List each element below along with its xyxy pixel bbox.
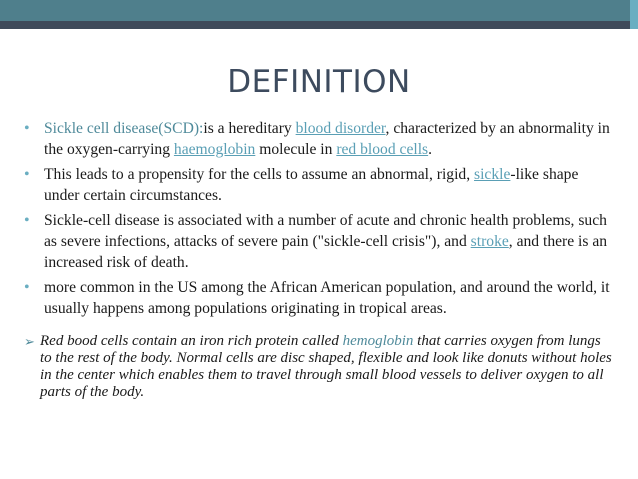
bullet-item-4: [24, 277, 614, 319]
bullet-dot-icon: •: [24, 120, 30, 137]
note-item: [24, 333, 614, 401]
link-stroke[interactable]: stroke: [470, 233, 509, 250]
slide-title: DEFINITION: [227, 64, 411, 100]
bullet-text: [44, 210, 614, 273]
text-run: .: [428, 141, 433, 158]
text-run: This leads to a propensity for the cells to assume an abnormal, rigid,: [44, 166, 475, 183]
text-run: molecule in: [255, 141, 337, 158]
arrow-bullet-icon: ➢: [24, 334, 35, 349]
text-run: is a hereditary: [203, 120, 296, 137]
bullet-dot-icon: •: [24, 212, 30, 229]
bullet-item-1: [24, 118, 614, 160]
text-run: Sickle-cell disease is associated with a number of acute and chronic health problems, such as severe infections, attacks of severe pain ("sickle-cell crisis"), and: [44, 212, 607, 250]
term-prefix: Sickle cell disease(SCD):: [44, 120, 204, 137]
bullet-dot-icon: •: [24, 279, 30, 296]
header-accent: [630, 0, 638, 29]
bullet-item-2: [24, 164, 614, 206]
bullet-dot-icon: •: [24, 166, 30, 183]
link-blood-disorder[interactable]: blood disorder: [295, 120, 386, 137]
bullet-text: [44, 164, 614, 206]
text-run: Red bood cells contain an iron rich protein called: [40, 333, 343, 349]
note-text: [40, 333, 614, 401]
bullet-item-3: [24, 210, 614, 273]
text-run: , characterized by an abnormality in the oxygen-carrying: [44, 120, 610, 158]
bullet-text: more common in the US among the African American population, and around the world, it usually happens among populations originating in tropical areas.: [44, 279, 610, 317]
header-stripe: [0, 21, 638, 29]
text-run: , and there is an increased risk of death.: [44, 233, 608, 271]
text-run: -like shape under certain circumstances.: [44, 166, 579, 204]
link-haemoglobin[interactable]: haemoglobin: [173, 141, 256, 158]
link-red-blood-cells[interactable]: red blood cells: [336, 141, 429, 158]
term-hemoglobin: hemoglobin: [342, 333, 414, 349]
bullet-text: [44, 118, 614, 160]
header-band: [0, 0, 638, 21]
link-sickle[interactable]: sickle: [474, 166, 511, 183]
text-run: that carries oxygen from lungs to the rest of the body. Normal cells are disc shaped, flexible and look like donuts without holes in the center which enables them to travel through small blood vessels to deliver oxygen to all parts of the body.: [40, 333, 612, 400]
slide-body: [24, 118, 614, 401]
